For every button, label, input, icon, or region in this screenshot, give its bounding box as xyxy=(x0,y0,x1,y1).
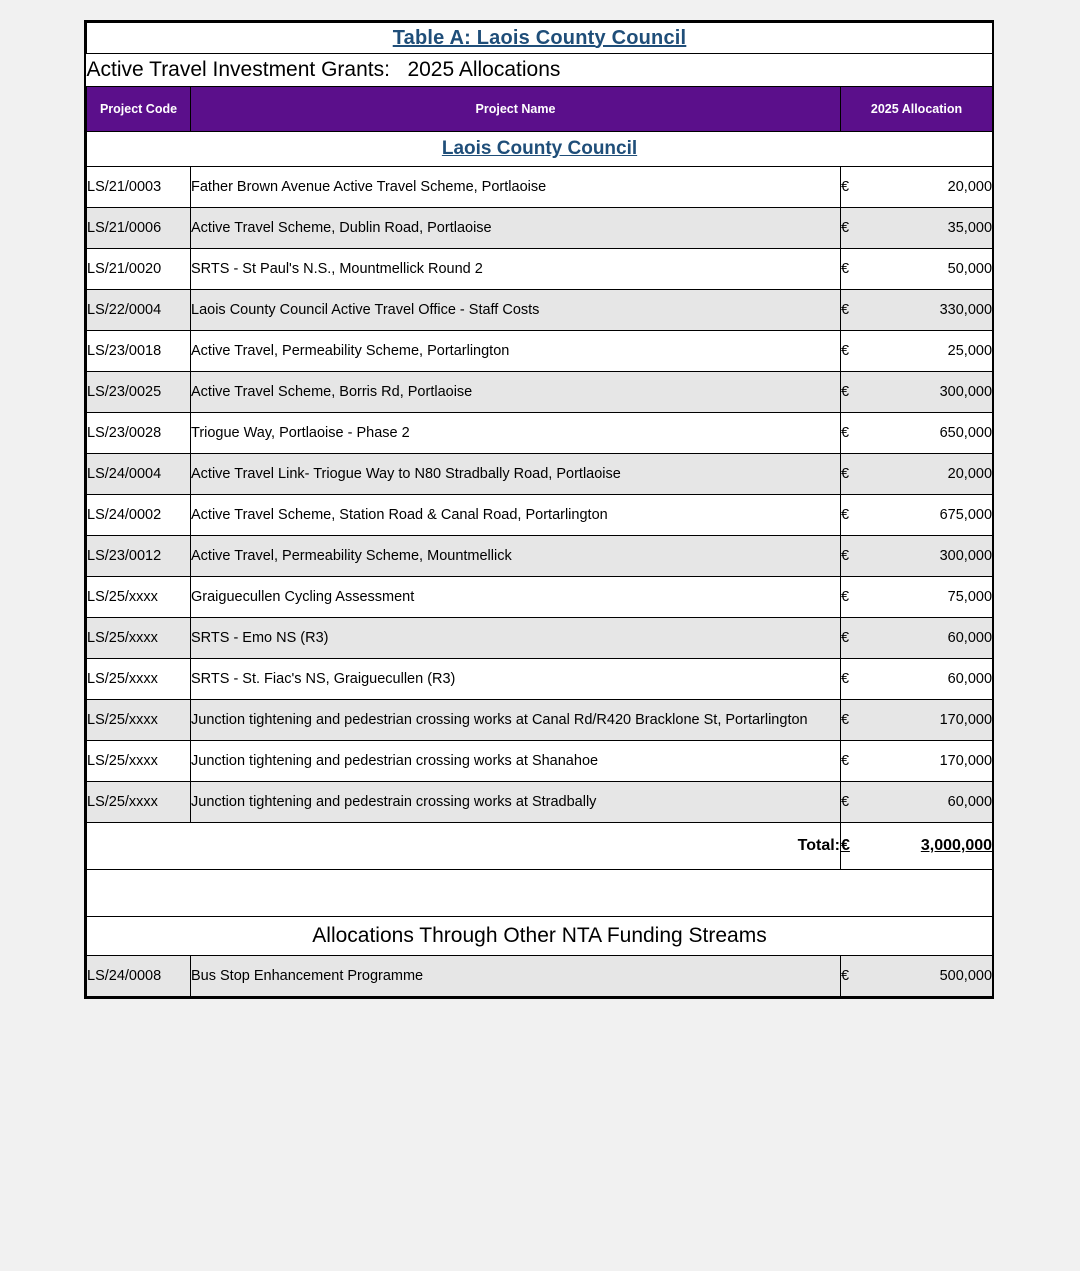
table-title: Table A: Laois County Council xyxy=(392,26,687,49)
cell-project-name: SRTS - Emo NS (R3) xyxy=(191,618,841,659)
cell-project-code: LS/25/xxxx xyxy=(87,700,191,741)
table-row xyxy=(87,208,993,249)
cell-amount: 60,000 xyxy=(865,618,993,659)
column-header-project-name: Project Name xyxy=(191,87,841,132)
table-row xyxy=(87,249,993,290)
other-streams-heading-cell xyxy=(87,917,993,956)
cell-currency: € xyxy=(841,782,865,823)
cell-project-code: LS/25/xxxx xyxy=(87,618,191,659)
cell-amount: 75,000 xyxy=(865,577,993,618)
cell-amount: 25,000 xyxy=(865,331,993,372)
allocations-table xyxy=(86,22,993,997)
table-row xyxy=(87,700,993,741)
column-header-project-code: Project Code xyxy=(87,87,191,132)
cell-currency: € xyxy=(841,495,865,536)
cell-amount: 330,000 xyxy=(865,290,993,331)
other-streams-heading: Allocations Through Other NTA Funding Streams xyxy=(312,924,767,947)
table-row xyxy=(87,782,993,823)
cell-project-name: Graiguecullen Cycling Assessment xyxy=(191,577,841,618)
table-subtitle-cell xyxy=(87,54,993,87)
total-amount: 3,000,000 xyxy=(865,823,993,870)
allocations-table-sheet xyxy=(84,20,994,999)
cell-project-name: Active Travel Scheme, Borris Rd, Portlaoise xyxy=(191,372,841,413)
cell-project-name: Active Travel, Permeability Scheme, Portarlington xyxy=(191,331,841,372)
cell-project-name: Laois County Council Active Travel Office - Staff Costs xyxy=(191,290,841,331)
cell-project-code: LS/25/xxxx xyxy=(87,577,191,618)
table-row xyxy=(87,454,993,495)
cell-project-code: LS/21/0020 xyxy=(87,249,191,290)
cell-project-code: LS/22/0004 xyxy=(87,290,191,331)
cell-project-code: LS/24/0008 xyxy=(87,956,191,997)
cell-currency: € xyxy=(841,167,865,208)
cell-amount: 500,000 xyxy=(865,956,993,997)
table-title-row xyxy=(87,23,993,54)
table-row xyxy=(87,167,993,208)
cell-amount: 170,000 xyxy=(865,700,993,741)
section-heading-row xyxy=(87,132,993,167)
cell-project-name: SRTS - St Paul's N.S., Mountmellick Round 2 xyxy=(191,249,841,290)
cell-amount: 20,000 xyxy=(865,167,993,208)
cell-currency: € xyxy=(841,454,865,495)
table-title-cell xyxy=(87,23,993,54)
cell-project-name: Triogue Way, Portlaoise - Phase 2 xyxy=(191,413,841,454)
table-row xyxy=(87,741,993,782)
cell-project-code: LS/23/0012 xyxy=(87,536,191,577)
cell-currency: € xyxy=(841,956,865,997)
cell-project-name: Active Travel Link- Triogue Way to N80 Stradbally Road, Portlaoise xyxy=(191,454,841,495)
section-heading: Laois County Council xyxy=(441,138,638,159)
cell-project-code: LS/25/xxxx xyxy=(87,782,191,823)
table-row xyxy=(87,536,993,577)
cell-project-name: Junction tightening and pedestrain crossing works at Stradbally xyxy=(191,782,841,823)
cell-amount: 35,000 xyxy=(865,208,993,249)
cell-project-code: LS/24/0002 xyxy=(87,495,191,536)
spacer-row xyxy=(87,870,993,917)
cell-currency: € xyxy=(841,331,865,372)
cell-currency: € xyxy=(841,741,865,782)
cell-project-name: Active Travel Scheme, Station Road & Canal Road, Portarlington xyxy=(191,495,841,536)
total-label: Total: xyxy=(87,823,841,870)
table-row xyxy=(87,290,993,331)
cell-project-name: Active Travel, Permeability Scheme, Mountmellick xyxy=(191,536,841,577)
cell-project-code: LS/21/0006 xyxy=(87,208,191,249)
cell-amount: 60,000 xyxy=(865,659,993,700)
table-row xyxy=(87,413,993,454)
table-subtitle: Active Travel Investment Grants: 2025 Allocations xyxy=(86,58,561,81)
cell-currency: € xyxy=(841,413,865,454)
cell-project-code: LS/23/0028 xyxy=(87,413,191,454)
cell-amount: 60,000 xyxy=(865,782,993,823)
total-row xyxy=(87,823,993,870)
cell-amount: 675,000 xyxy=(865,495,993,536)
cell-project-name: Junction tightening and pedestrian crossing works at Canal Rd/R420 Bracklone St, Portarlington xyxy=(191,700,841,741)
cell-currency: € xyxy=(841,208,865,249)
total-currency: € xyxy=(841,823,865,870)
cell-currency: € xyxy=(841,618,865,659)
cell-project-name: SRTS - St. Fiac's NS, Graiguecullen (R3) xyxy=(191,659,841,700)
cell-currency: € xyxy=(841,290,865,331)
cell-amount: 20,000 xyxy=(865,454,993,495)
cell-project-code: LS/23/0025 xyxy=(87,372,191,413)
section-heading-cell xyxy=(87,132,993,167)
cell-amount: 50,000 xyxy=(865,249,993,290)
cell-project-code: LS/21/0003 xyxy=(87,167,191,208)
spacer-cell xyxy=(87,870,993,917)
cell-project-code: LS/25/xxxx xyxy=(87,659,191,700)
column-header-allocation: 2025 Allocation xyxy=(841,87,993,132)
table-row xyxy=(87,956,993,997)
table-row xyxy=(87,618,993,659)
table-row xyxy=(87,372,993,413)
cell-project-name: Father Brown Avenue Active Travel Scheme, Portlaoise xyxy=(191,167,841,208)
table-header-row xyxy=(87,87,993,132)
cell-project-name: Active Travel Scheme, Dublin Road, Portlaoise xyxy=(191,208,841,249)
cell-project-code: LS/24/0004 xyxy=(87,454,191,495)
cell-amount: 170,000 xyxy=(865,741,993,782)
cell-currency: € xyxy=(841,536,865,577)
other-streams-heading-row xyxy=(87,917,993,956)
cell-currency: € xyxy=(841,659,865,700)
cell-amount: 650,000 xyxy=(865,413,993,454)
cell-currency: € xyxy=(841,249,865,290)
table-subtitle-row xyxy=(87,54,993,87)
cell-project-name: Bus Stop Enhancement Programme xyxy=(191,956,841,997)
table-row xyxy=(87,331,993,372)
table-row xyxy=(87,495,993,536)
cell-amount: 300,000 xyxy=(865,372,993,413)
cell-amount: 300,000 xyxy=(865,536,993,577)
cell-project-code: LS/25/xxxx xyxy=(87,741,191,782)
cell-currency: € xyxy=(841,577,865,618)
table-row xyxy=(87,659,993,700)
cell-project-code: LS/23/0018 xyxy=(87,331,191,372)
cell-project-name: Junction tightening and pedestrian crossing works at Shanahoe xyxy=(191,741,841,782)
table-row xyxy=(87,577,993,618)
cell-currency: € xyxy=(841,700,865,741)
cell-currency: € xyxy=(841,372,865,413)
